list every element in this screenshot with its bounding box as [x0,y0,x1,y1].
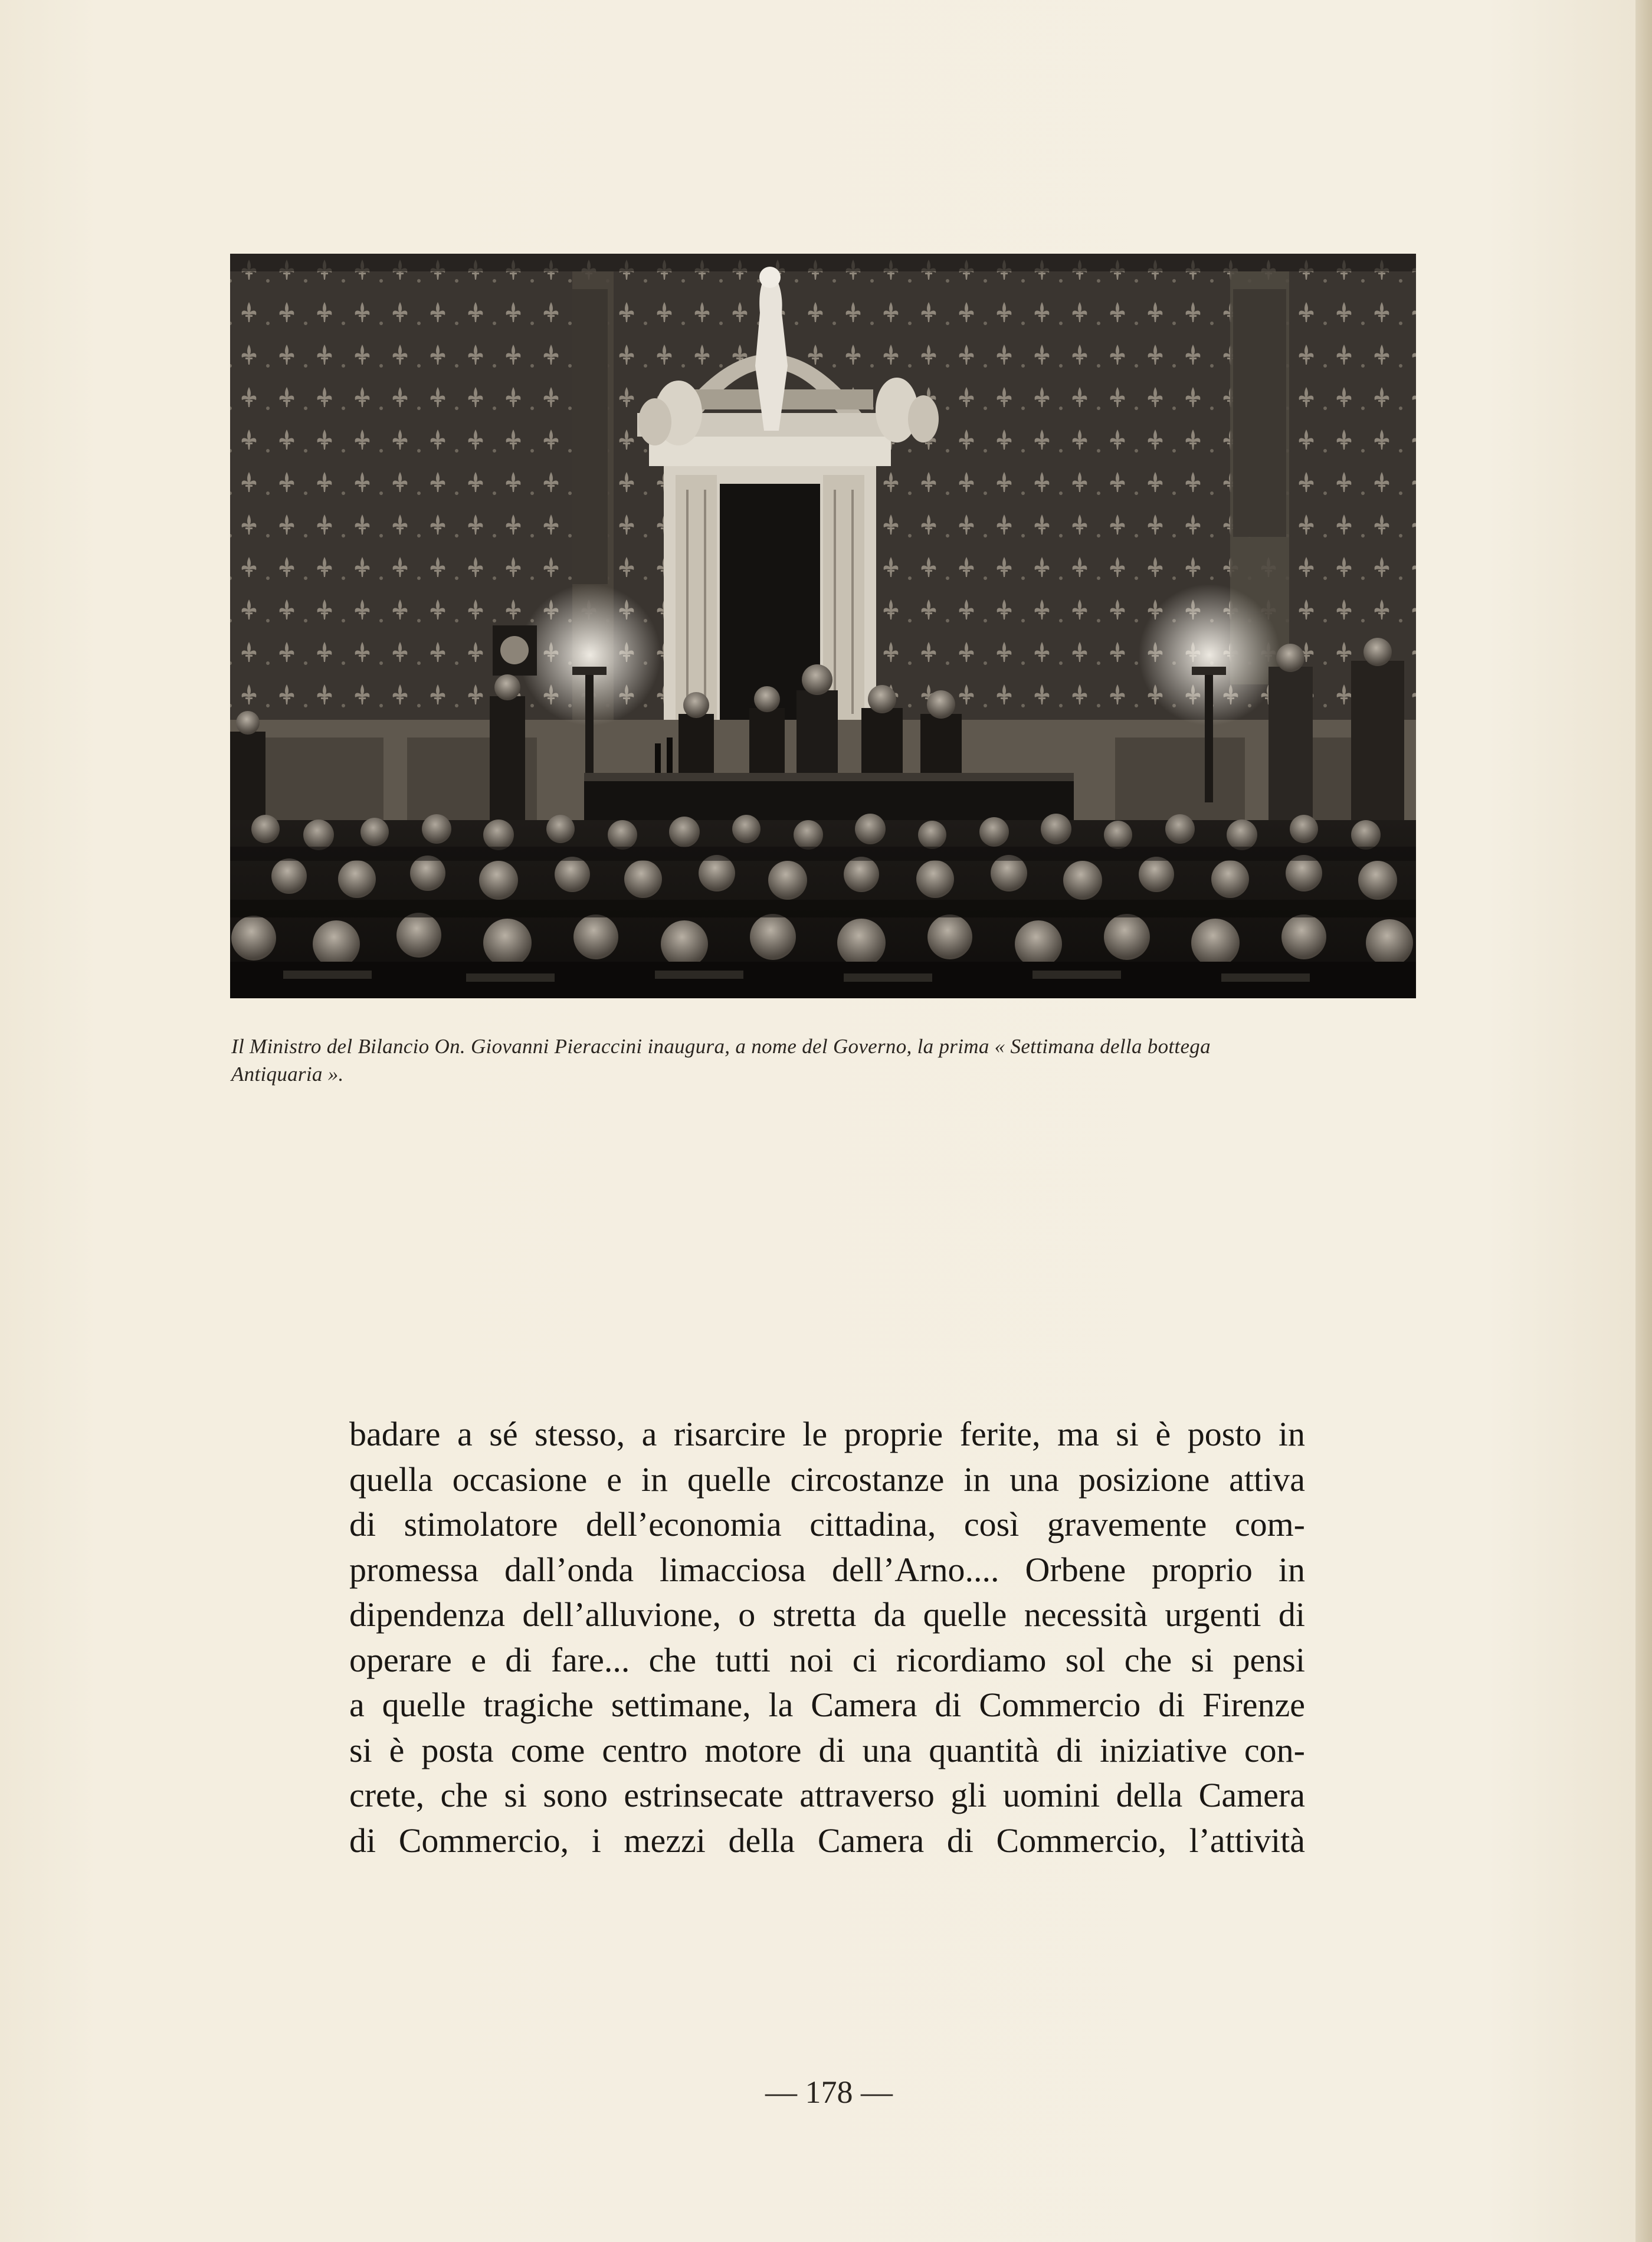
text-line: crete, che si sono estrinsecate attraverso gli uomini della Camera [349,1776,1305,1814]
page-edge [1635,0,1652,2242]
text-line: operare e di fare... che tutti noi ci ricordiamo sol che si pensi [349,1640,1305,1679]
body-paragraph [349,1412,1305,1863]
text-line: a quelle tragiche settimane, la Camera di Commercio di Firenze [349,1686,1305,1724]
text-line: si è posta come centro motore di una quantità di iniziative con- [349,1730,1305,1769]
text-line: quella occasione e in quelle circostanze in una posizione attiva [349,1460,1305,1499]
photo-caption [231,1032,1429,1088]
text-line: dipendenza dell’alluvione, o stretta da quelle necessità urgenti di [349,1595,1305,1634]
photograph-inauguration [230,254,1416,998]
text-line: di Commercio, i mezzi della Camera di Commercio, l’attività [349,1821,1305,1860]
text-line: di stimolatore dell’economia cittadina, così gravemente com- [349,1505,1305,1543]
text-line: promessa dall’onda limacciosa dell’Arno.... Orbene proprio in [349,1550,1305,1589]
caption-line-2: Antiquaria ». [231,1063,344,1086]
caption-line-1: Il Ministro del Bilancio On. Giovanni Pieraccini inaugura, a nome del Governo, la prima « Settimana della bottega [231,1035,1211,1058]
page-number: — 178 — [765,2074,893,2110]
text-line: badare a sé stesso, a risarcire le proprie ferite, ma si è posto in [349,1415,1305,1453]
